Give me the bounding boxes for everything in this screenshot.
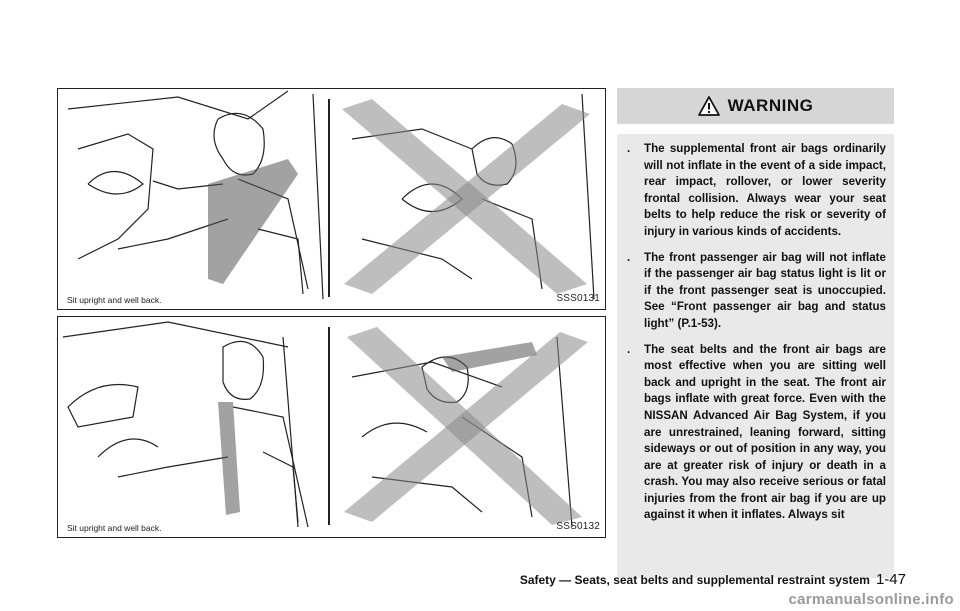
warning-body [617,134,894,578]
warning-item: . The supplemental front air bags ordinarily will not inflate in the event of a side impact, rear impact, rollover, or lower severity frontal collision. Always wear your seat belts to help reduce the risk or severity of injury in various kinds of accidents. [627,142,886,238]
driver-incorrect-illustration [332,89,606,309]
watermark: carmanualsonline.info [788,591,954,608]
warning-triangle-icon [698,96,720,116]
page-number: 1-47 [875,571,906,588]
warning-header [617,88,894,124]
illustration-incorrect-passenger [332,317,606,537]
page-footer [520,571,906,588]
figure-code: SSS0131 [556,293,600,304]
illustration-incorrect-driver [332,89,606,309]
passenger-incorrect-illustration [332,317,606,537]
figure-divider [328,327,330,525]
illustration-correct-driver [58,89,332,309]
driver-correct-illustration [58,89,328,309]
figure-code: SSS0132 [556,521,600,532]
warning-item: . The front passenger air bag will not inflate if the passenger air bag status light is lit or if the front passenger seat is unoccupied. See “Front passenger air bag and status light” (P.1-53). [627,250,886,330]
warning-list [617,134,894,524]
figure-divider [328,99,330,297]
warning-item: . The seat belts and the front air bags are most effective when you are sitting well back and upright in the seat. The front air bags inflate with great force. Even with the NISSAN Advanced Air Bag System, if you are unrestrained, leaning forward, sitting sideways or out of position in any way, you are at greater risk of injury or death in a crash. You may also receive serious or fatal injuries from the front air bag if you are up against it when it inflates. Always sit [627,342,886,522]
figure-caption: Sit upright and well back. [67,295,162,305]
warning-title: WARNING [727,96,814,115]
figure-seating-passenger [57,316,606,538]
figure-seating-driver [57,88,606,310]
footer-section-title: Safety — Seats, seat belts and supplemental restraint system [519,573,870,587]
figure-caption: Sit upright and well back. [67,523,162,533]
illustration-correct-passenger [58,317,332,537]
passenger-correct-illustration [58,317,328,537]
